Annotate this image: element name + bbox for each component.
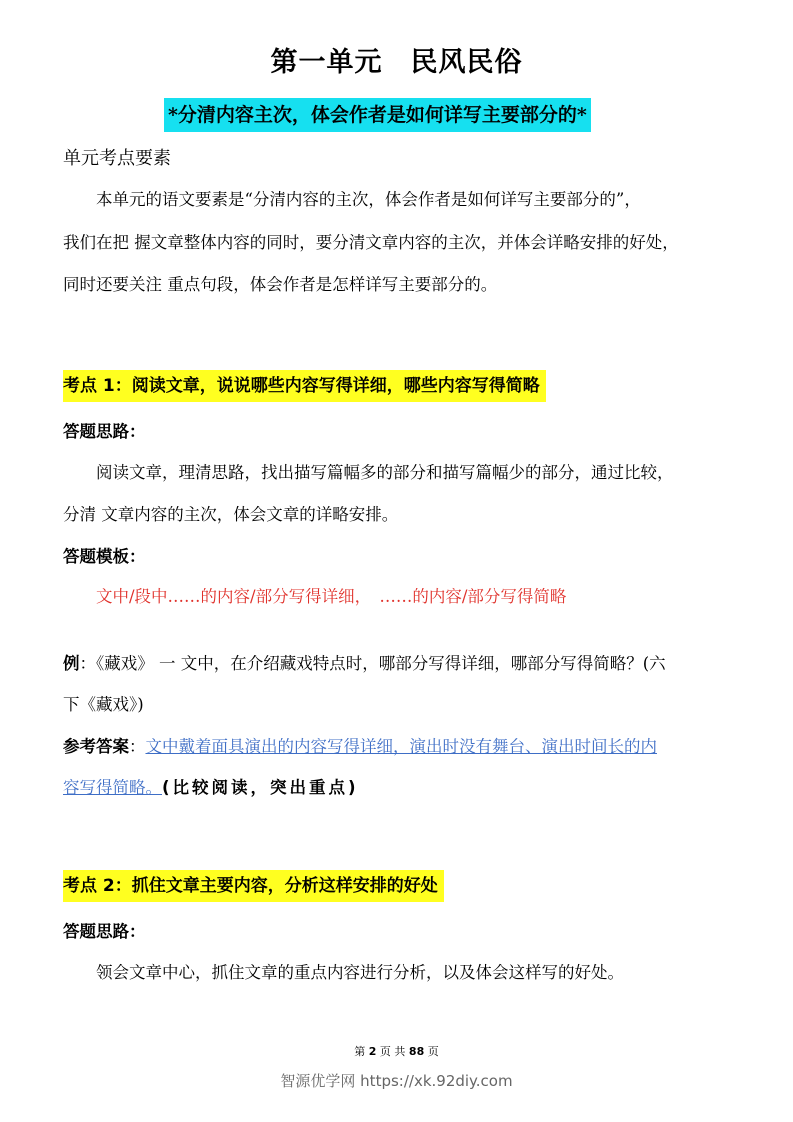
point1-heading: 考点 1：阅读文章，说说哪些内容写得详细，哪些内容写得简略 [63, 370, 546, 402]
intro-line-3: 同时还要关注 重点句段，体会作者是怎样详写主要部分的。 [63, 275, 498, 294]
point1-approach-label: 答题思路： [63, 422, 146, 441]
point1-example-line-1 [63, 650, 666, 674]
point1-template-label: 答题模板： [63, 547, 146, 566]
point1-example-line-2: 下《藏戏》) [63, 695, 144, 714]
answer-text-line-2: 容写得简略。 [63, 778, 162, 797]
footer-suffix: 页 [427, 1045, 439, 1058]
footer-middle: 页 共 [379, 1045, 406, 1058]
point1-approach-line-2: 分清 文章内容的主次，体会文章的详略安排。 [63, 505, 399, 524]
point1-approach-line-1: 阅读文章，理清思路，找出描写篇幅多的部分和描写篇幅少的部分，通过比较， [63, 463, 674, 482]
answer-text-line-1: 文中戴着面具演出的内容写得详细，演出时没有舞台、演出时间长的内 [145, 737, 657, 756]
intro-line-2: 我们在把 握文章整体内容的同时，要分清文章内容的主次，并体会详略安排的好处， [63, 233, 679, 252]
unit-banner: *分清内容主次，体会作者是如何详写主要部分的* [164, 98, 591, 132]
unit-heading: 单元考点要素 [63, 148, 171, 169]
intro-line-1: 本单元的语文要素是“分清内容的主次，体会作者是如何详写主要部分的”， [63, 190, 641, 209]
point1-template: 文中/段中……的内容/部分写得详细， ……的内容/部分写得简略 [63, 587, 567, 606]
example-text: ：《藏戏》 一 文中，在介绍藏戏特点时，哪部分写得详细，哪部分写得简略？(六 [79, 654, 666, 673]
point2-heading: 考点 2：抓住文章主要内容，分析这样安排的好处 [63, 870, 444, 902]
example-label: 例 [63, 654, 80, 673]
footer-page-number: 2 [368, 1045, 377, 1058]
answer-label: 参考答案 [63, 737, 129, 756]
page-footer [0, 1043, 793, 1059]
answer-note: (比较阅读，突出重点) [162, 778, 359, 797]
point1-answer-line-2 [63, 774, 359, 798]
page-title: 第一单元 民风民俗 [270, 47, 523, 78]
answer-colon: ： [129, 737, 146, 756]
point1-answer-line-1 [63, 733, 657, 757]
site-watermark: 智源优学网 https://xk.92diy.com [280, 1072, 513, 1090]
footer-prefix: 第 [354, 1045, 366, 1058]
point2-approach-label: 答题思路： [63, 922, 146, 941]
point2-approach-line: 领会文章中心，抓住文章的重点内容进行分析，以及体会这样写的好处。 [63, 963, 624, 982]
footer-total-pages: 88 [408, 1045, 425, 1058]
